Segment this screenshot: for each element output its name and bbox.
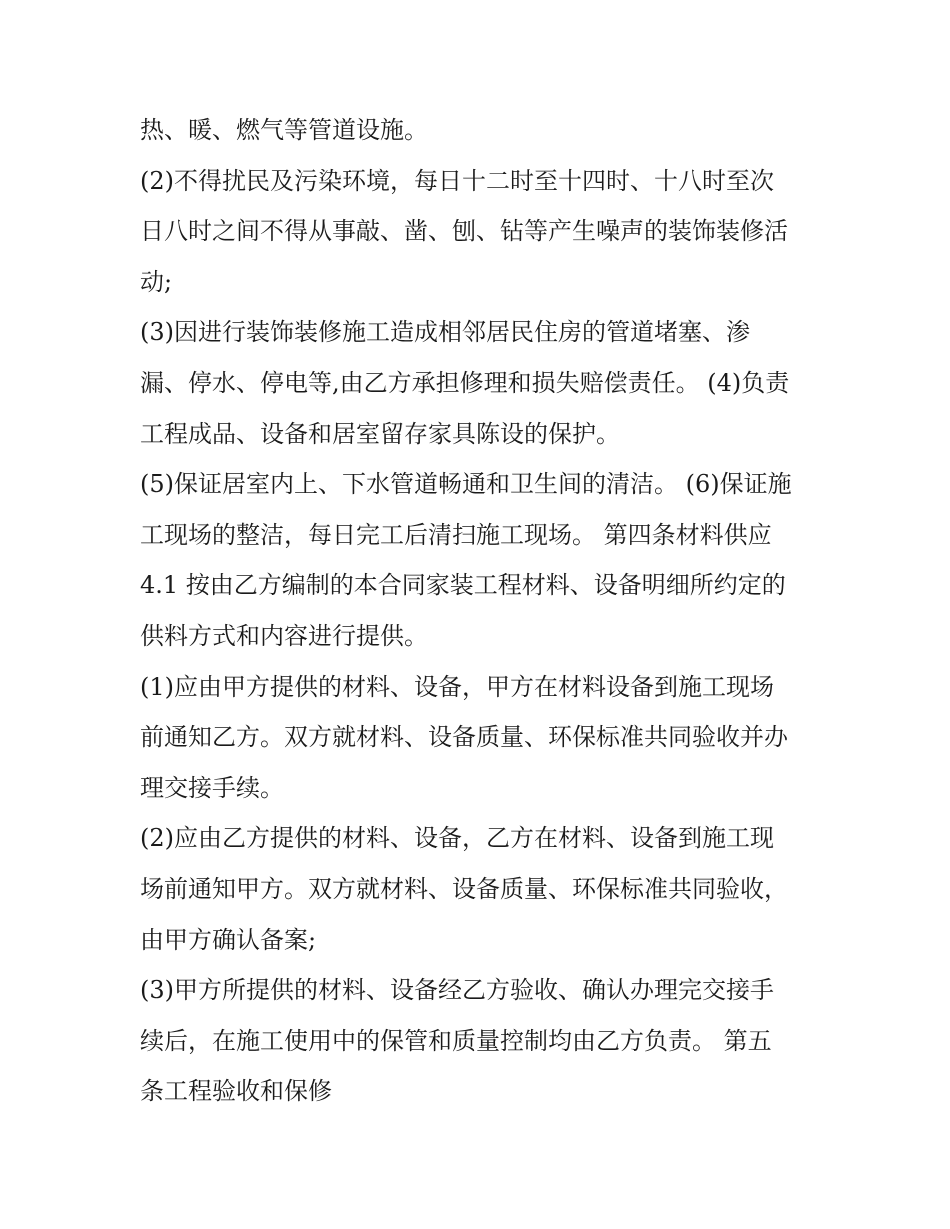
text-line: 日八时之间不得从事敲、凿、刨、钻等产生噪声的装饰装修活 [140,217,788,246]
text-line: 供料方式和内容进行提供。 [140,621,428,650]
text-line: 理交接手续。 [140,773,284,802]
text-line: (2)不得扰民及污染环境，每日十二时至十四时、十八时至次 [140,166,774,195]
text-line: (1)应由甲方提供的材料、设备，甲方在材料设备到施工现场 [140,672,774,701]
document-page [140,105,820,1117]
text-line: 动; [140,267,173,296]
text-line: 续后，在施工使用中的保管和质量控制均由乙方负责。 第五 [140,1026,772,1055]
text-line: 漏、停水、停电等,由乙方承担修理和损失赔偿责任。 (4)负责 [140,368,790,397]
text-line: (3)因进行装饰装修施工造成相邻居民住房的管道堵塞、渗 [140,318,750,347]
text-line: 工程成品、设备和居室留存家具陈设的保护。 [140,419,620,448]
text-line: 场前通知甲方。双方就材料、设备质量、环保标准共同验收， [140,874,788,903]
text-line: 条工程验收和保修 [140,1077,332,1106]
text-line: (3)甲方所提供的材料、设备经乙方验收、确认办理完交接手 [140,976,774,1005]
text-line: (2)应由乙方提供的材料、设备，乙方在材料、设备到施工现 [140,824,774,853]
text-line: (5)保证居室内上、下水管道畅通和卫生间的清洁。 (6)保证施 [140,470,792,499]
text-line: 4.1 按由乙方编制的本合同家装工程材料、设备明细所约定的 [140,571,786,600]
text-line: 工现场的整洁，每日完工后清扫施工现场。 第四条材料供应 [140,520,772,549]
text-line: 由甲方确认备案; [140,925,317,954]
text-line: 热、暖、燃气等管道设施。 [140,116,428,144]
text-line: 前通知乙方。双方就材料、设备质量、环保标准共同验收并办 [140,723,788,752]
